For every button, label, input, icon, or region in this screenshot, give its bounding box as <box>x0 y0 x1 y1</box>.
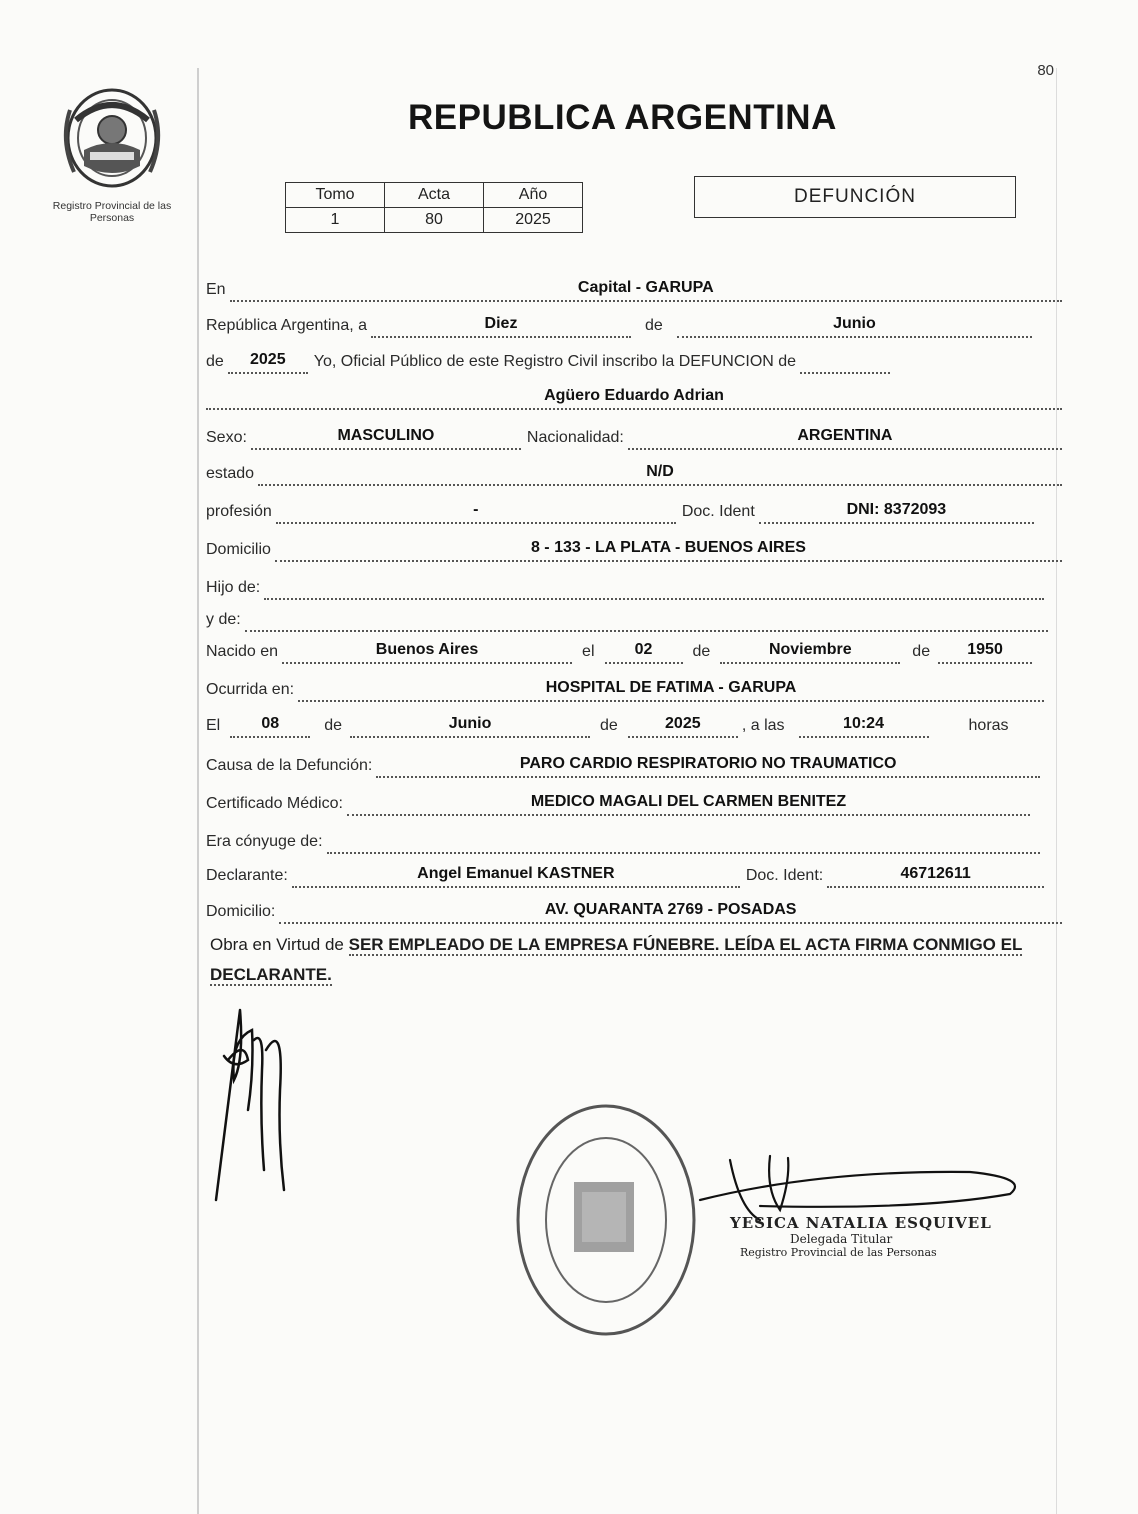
field-certificado: MEDICO MAGALI DEL CARMEN BENITEZ <box>347 793 1030 816</box>
field-y-de <box>245 609 1048 632</box>
field-domicilio: 8 - 133 - LA PLATA - BUENOS AIRES <box>275 539 1062 562</box>
field-domicilio-declarante: AV. QUARANTA 2769 - POSADAS <box>279 901 1062 924</box>
field-anio: 2025 <box>228 351 308 374</box>
field-dni-declarante: 46712611 <box>827 865 1044 888</box>
officer-signature-block <box>730 1214 1030 1259</box>
label-certificado: Certificado Médico: <box>206 795 343 812</box>
row-ocurrida <box>206 676 1044 702</box>
label-el-def: El <box>206 717 221 734</box>
field-def-mes: Junio <box>350 715 590 738</box>
label-nacionalidad: Nacionalidad: <box>526 429 624 446</box>
field-blank-end <box>800 351 890 374</box>
label-de: de <box>645 317 663 334</box>
label-republica: República Argentina, a <box>206 317 367 334</box>
label-conyuge: Era cónyuge de: <box>206 833 323 850</box>
field-dia: Diez <box>371 315 631 338</box>
label-el: el <box>582 643 595 660</box>
field-nacionalidad: ARGENTINA <box>628 427 1062 450</box>
officer-name: YESICA NATALIA ESQUIVEL <box>730 1214 992 1232</box>
row-certificado <box>206 790 1030 816</box>
label-domicilio: Domicilio <box>206 541 271 558</box>
row-conyuge <box>206 828 1040 854</box>
meta-value-row <box>286 208 583 233</box>
label-doc-ident-declarante: Doc. Ident: <box>745 867 824 884</box>
declarant-signature <box>204 1000 314 1210</box>
field-nombre: Agüero Eduardo Adrian <box>206 387 1062 410</box>
label-declarante: Declarante: <box>206 867 288 884</box>
row-en <box>206 276 1062 302</box>
row-domicilio <box>206 536 1062 562</box>
row-declarante <box>206 862 1044 888</box>
label-de-nac-mes: de <box>692 643 711 660</box>
row-nombre <box>206 384 1062 410</box>
field-lugar-nacimiento: Buenos Aires <box>282 641 572 664</box>
field-estado: N/D <box>258 463 1062 486</box>
record-meta-table <box>285 182 583 233</box>
label-obra: Obra en Virtud de <box>210 935 344 954</box>
label-sexo: Sexo: <box>206 429 247 446</box>
provincial-seal-logo <box>56 80 168 192</box>
meta-value-anio: 2025 <box>484 208 583 233</box>
meta-value-acta: 80 <box>385 208 484 233</box>
row-causa <box>206 752 1040 778</box>
label-hijo: Hijo de: <box>206 579 261 596</box>
field-ocurrida: HOSPITAL DE FATIMA - GARUPA <box>298 679 1044 702</box>
label-domicilio-declarante: Domicilio: <box>206 903 276 920</box>
label-nacido: Nacido en <box>206 643 279 660</box>
field-sexo: MASCULINO <box>251 427 521 450</box>
label-profesion: profesión <box>206 503 272 520</box>
label-de-def-mes: de <box>324 717 343 734</box>
label-de-def-anio: de <box>600 717 618 734</box>
logo-caption: Registro Provincial de las Personas <box>52 200 172 224</box>
label-horas: horas <box>968 717 1009 734</box>
row-sexo <box>206 424 1062 450</box>
label-en: En <box>206 281 226 298</box>
officer-role: Delegada Titular <box>790 1232 893 1246</box>
field-lugar: Capital - GARUPA <box>230 279 1062 302</box>
row-hijo <box>206 574 1044 600</box>
label-causa: Causa de la Defunción: <box>206 757 373 774</box>
row-estado <box>206 460 1062 486</box>
field-nac-dia: 02 <box>605 641 683 664</box>
row-y-de <box>206 606 1048 632</box>
record-type-box: DEFUNCIÓN <box>694 176 1016 218</box>
row-anio-oficial <box>206 348 1032 374</box>
label-ocurrida: Ocurrida en: <box>206 681 295 698</box>
officer-organization: Registro Provincial de las Personas <box>740 1246 937 1259</box>
page-number: 80 <box>1037 62 1054 79</box>
row-fecha-defuncion <box>206 712 1052 738</box>
label-de-nac-anio: de <box>912 643 931 660</box>
field-def-anio: 2025 <box>628 715 738 738</box>
document-title: REPUBLICA ARGENTINA <box>408 98 837 137</box>
meta-header-acta: Acta <box>385 183 484 208</box>
label-estado: estado <box>206 465 255 482</box>
row-profesion <box>206 498 1034 524</box>
left-margin-line <box>197 68 199 1514</box>
meta-header-tomo: Tomo <box>286 183 385 208</box>
field-nac-mes: Noviembre <box>720 641 900 664</box>
field-conyuge <box>327 831 1040 854</box>
meta-value-tomo: 1 <box>286 208 385 233</box>
row-fecha-inscripcion <box>206 312 1032 338</box>
label-de-anio: de <box>206 353 224 370</box>
field-causa: PARO CARDIO RESPIRATORIO NO TRAUMATICO <box>376 755 1040 778</box>
field-mes: Junio <box>677 315 1032 338</box>
label-a-las: , a las <box>741 717 785 734</box>
row-domicilio-declarante <box>206 898 1062 924</box>
field-hijo <box>264 577 1044 600</box>
label-doc-ident: Doc. Ident <box>681 503 755 520</box>
field-def-dia: 08 <box>230 715 310 738</box>
field-def-hora: 10:24 <box>799 715 929 738</box>
row-nacido <box>206 638 1032 664</box>
row-obra-en-virtud <box>210 930 1066 990</box>
field-profesion: - <box>276 501 676 524</box>
label-y-de: y de: <box>206 611 241 628</box>
meta-header-row <box>286 183 583 208</box>
field-declarante: Angel Emanuel KASTNER <box>292 865 740 888</box>
meta-header-anio: Año <box>484 183 583 208</box>
field-obra: SER EMPLEADO DE LA EMPRESA FÚNEBRE. LEÍDA EL ACTA FIRMA CONMIGO EL DECLARANTE. <box>210 935 1023 984</box>
field-nac-anio: 1950 <box>938 641 1032 664</box>
oficial-text: Yo, Oficial Público de este Registro Civil inscribo la DEFUNCION de <box>313 353 797 370</box>
field-dni: DNI: 8372093 <box>759 501 1034 524</box>
